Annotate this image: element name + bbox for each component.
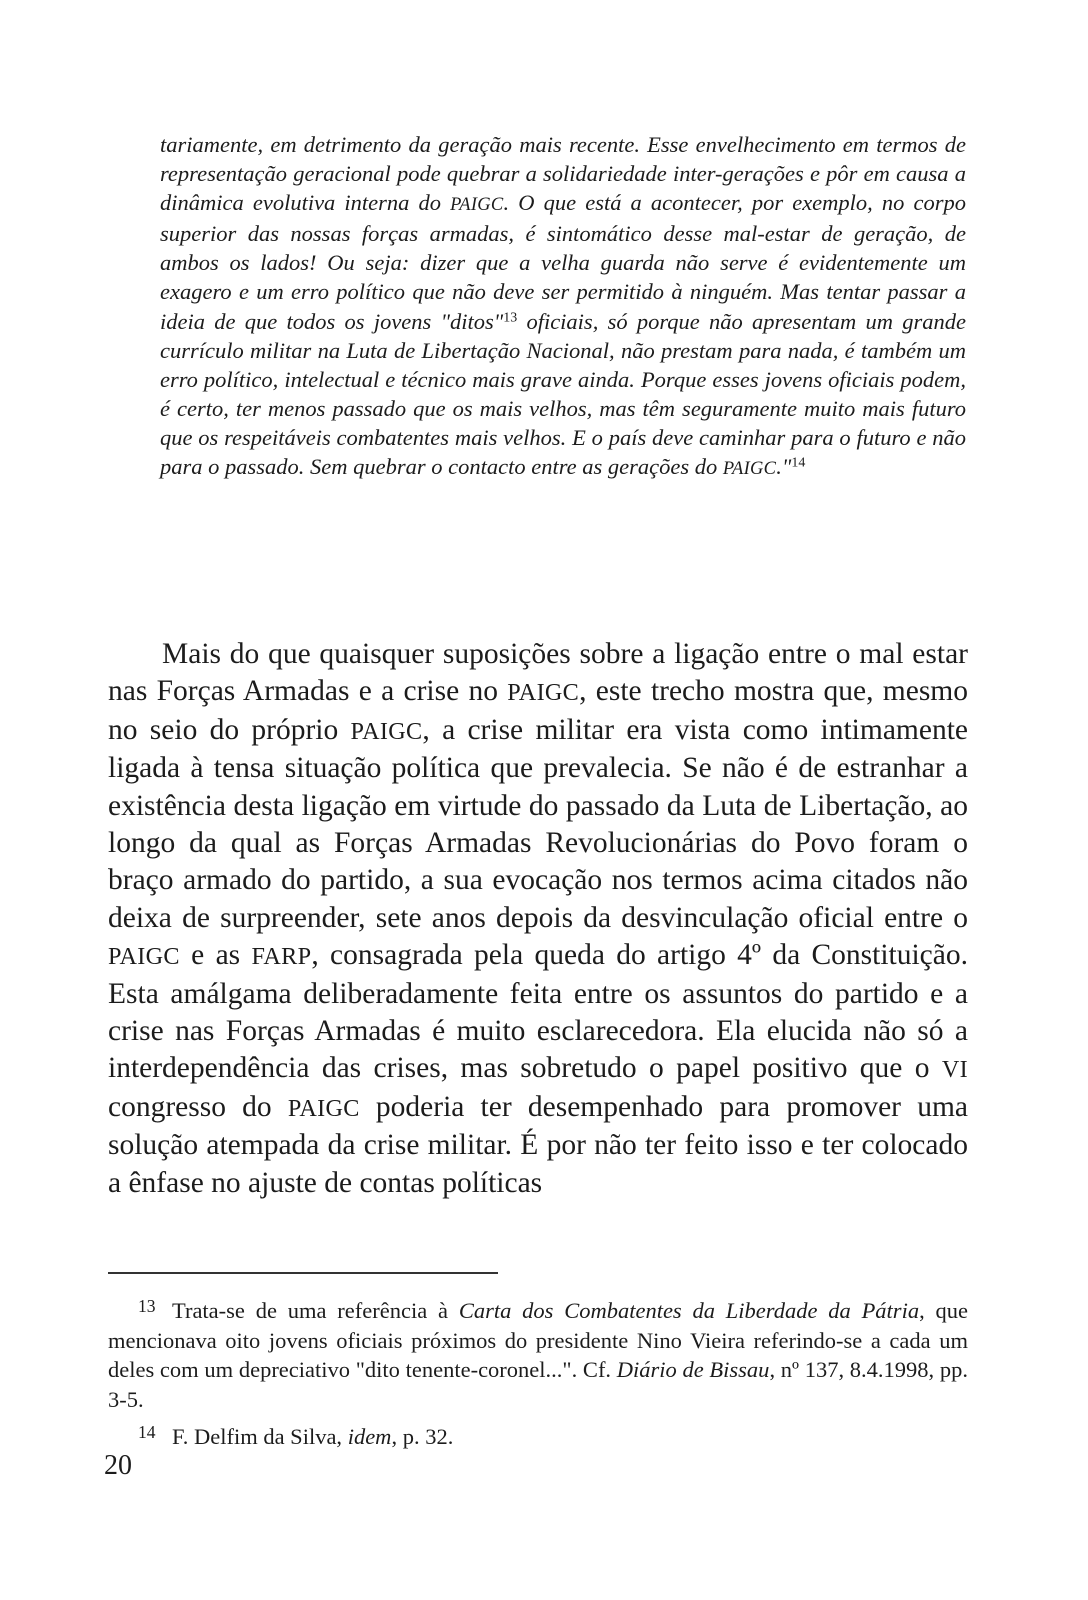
block-quote bbox=[160, 130, 966, 483]
body-acronym: PAIGC bbox=[287, 1094, 360, 1122]
body-text-run: e as bbox=[179, 939, 252, 972]
footnote-text: F. Delfim da Silva, bbox=[172, 1424, 348, 1450]
body-text-run: , este trecho mostra que, mesmo no seio do próprio bbox=[108, 675, 969, 746]
body-text-run: , consagrada pela queda do artigo 4º da Constituição. Esta amálgama deliberadamente feita entre os assuntos do partido e a crise nas Forças Armadas é muito esclarecedora. Ela elucida não só a interdependência das crises, mas sobretudo o papel positivo que o bbox=[108, 939, 968, 1085]
quote-text: tariamente, em detrimento da geração mais recente. Esse envelhecimento em termos de representação geracional pode quebrar a solidariedade inter-gerações e pôr em causa a dinâmica evolutiva interna do bbox=[160, 132, 966, 216]
footnote-text: Trata-se de uma referência à bbox=[172, 1298, 459, 1324]
body-acronym: PAIGC bbox=[507, 679, 580, 707]
body-acronym: PAIGC bbox=[350, 717, 423, 745]
footnote-text: , que mencionava oito jovens oficiais próximos do presidente Nino Vieira referindo-se a cada um deles com um depreciativo "dito tenente-coronel...". Cf. bbox=[108, 1298, 968, 1383]
footnote-title: Diário de Bissau bbox=[616, 1357, 770, 1383]
body-acronym: FARP bbox=[251, 943, 312, 971]
footnote-title: Carta dos Combatentes da Liberdade da Pátria bbox=[458, 1298, 920, 1324]
body-acronym: VI bbox=[941, 1056, 968, 1084]
body-acronym: PAIGC bbox=[108, 943, 180, 971]
body-text-run: Mais do que quaisquer suposições sobre a ligação entre o mal estar nas Forças Armadas e a crise no bbox=[108, 638, 968, 708]
quote-text: . O que está a acontecer, por exemplo, no corpo superior das nossas forças armadas, é sintomático desse mal-estar de geração, de ambos os lados! Ou seja: dizer que a velha guarda não serve é evidentemente um exagero e um erro político que não deve ser permitido à ninguém. Mas tentar passar a ideia de que todos os jovens "ditos" bbox=[160, 190, 966, 334]
page-number: 20 bbox=[104, 1450, 132, 1481]
body-text-run: congresso do bbox=[108, 1090, 288, 1123]
footnote-14 bbox=[108, 1418, 968, 1452]
quote-text: oficiais, só porque não apresentam um grande currículo militar na Luta de Libertação Nacional, não prestam para nada, é também um erro político, intelectual e técnico mais grave ainda. Porque esses jovens oficiais podem, é certo, ter menos passado que os mais velhos, mas têm seguramente muito mais futuro que os respeitáveis combatentes mais velhos. E o país deve caminhar para o futuro e não para o passado. Sem quebrar o contacto entre as gerações do bbox=[160, 308, 966, 480]
body-text-run: poderia ter desempenhado para promover uma solução atempada da crise militar. É por não ter feito isso e ter colocado a ênfase no ajuste de contas políticas bbox=[108, 1090, 968, 1199]
footnotes bbox=[108, 1292, 968, 1456]
body-text-run: , a crise militar era vista como intimamente ligada à tensa situação política que prevalecia. Se não é de estranhar a existência desta ligação em virtude do passado da Luta de Libertação, ao longo da qual as Forças Armadas Revolucionárias do Povo foram o braço armado do partido, a sua evocação nos termos acima citados não deixa de surpreender, sete anos depois da desvinculação oficial entre o bbox=[108, 713, 968, 934]
footnote-13 bbox=[108, 1292, 968, 1414]
footnote-reference: 14 bbox=[791, 455, 806, 471]
quote-acronym: PAIGC bbox=[450, 194, 504, 215]
quote-acronym: PAIGC bbox=[722, 458, 777, 479]
footnote-number: 14 bbox=[138, 1422, 156, 1443]
footnote-number: 13 bbox=[138, 1296, 156, 1316]
footnote-reference: 13 bbox=[503, 309, 518, 325]
footnote-text: , nº 137, 8.4.1998, pp. 3-5. bbox=[108, 1357, 968, 1412]
quote-text: ." bbox=[776, 454, 792, 480]
footnote-title: idem bbox=[347, 1424, 392, 1450]
body-paragraph bbox=[108, 636, 968, 1202]
footnote-separator bbox=[108, 1272, 498, 1274]
footnote-text: , p. 32. bbox=[391, 1424, 454, 1450]
